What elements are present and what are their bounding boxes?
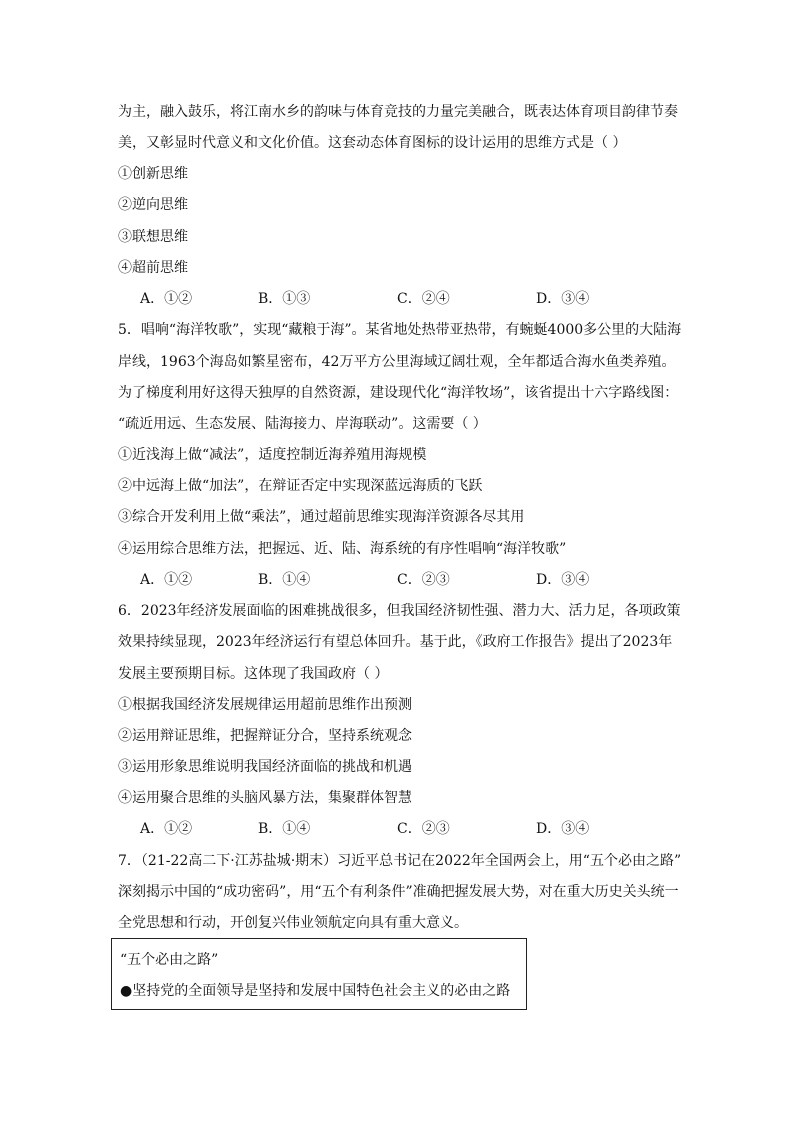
q5-option-a[interactable]: A．①② <box>140 572 193 588</box>
q6-option-d[interactable]: D．③④ <box>536 821 590 837</box>
q5-item-1: ①近浅海上做“减法”，适度控制近海养殖用海规模 <box>118 447 427 463</box>
q7-stem-line-2: 深刻揭示中国的“成功密码”，用“五个有利条件”准确把握发展大势，对在重大历史关头统一 <box>118 884 679 900</box>
q4-option-d[interactable]: D．③④ <box>536 291 590 307</box>
q4-item-3: ③联想思维 <box>118 229 188 245</box>
q6-item-2: ②运用辩证思维，把握辩证分合，坚持系统观念 <box>118 728 412 744</box>
q6-option-a[interactable]: A．①② <box>140 821 193 837</box>
q5-item-2: ②中远海上做“加法”，在辩证否定中实现深蓝远海质的飞跃 <box>118 478 483 494</box>
q6-option-b[interactable]: B．①④ <box>258 821 311 837</box>
q5-stem-line-2: 岸线，1963个海岛如繁星密布，42万平方公里海域辽阔壮观，全年都适合海水鱼类养殖。 <box>118 354 676 370</box>
q5-option-d[interactable]: D．③④ <box>536 572 590 588</box>
q4-option-a[interactable]: A．①② <box>140 291 193 307</box>
q4-option-b[interactable]: B．①③ <box>258 291 311 307</box>
q7-box-title: “五个必由之路” <box>120 952 219 968</box>
q7-stem-line-3: 全党思想和行动，开创复兴伟业领航定向具有重大意义。 <box>118 915 468 931</box>
q4-stem-line-1: 为主，融入鼓乐，将江南水乡的韵味与体育竞技的力量完美融合，既表达体育项目韵律节奏 <box>118 104 678 120</box>
q7-stem-line-1: 7．（21-22高二下·江苏盐城·期末）习近平总书记在2022年全国两会上，用“五个必由之路” <box>118 853 682 869</box>
q7-material-box <box>111 938 527 1010</box>
q6-stem-line-3: 发展主要预期目标。这体现了我国政府（ ） <box>118 666 389 682</box>
q4-item-2: ②逆向思维 <box>118 197 188 213</box>
q5-stem-line-1: 5．唱响“海洋牧歌”，实现“藏粮于海”。某省地处热带亚热带，有蜿蜒4000多公里的大陆海 <box>118 322 682 338</box>
q5-item-4: ④运用综合思维方法，把握远、近、陆、海系统的有序性唱响“海洋牧歌” <box>118 541 567 557</box>
q6-item-4: ④运用聚合思维的头脑风暴方法，集聚群体智慧 <box>118 790 412 806</box>
q6-stem-line-1: 6．2023年经济发展面临的困难挑战很多，但我国经济韧性强、潜力大、活力足，各项政策 <box>118 603 681 619</box>
q5-stem-line-3: 为了梯度利用好这得天独厚的自然资源，建设现代化“海洋牧场”，该省提出十六字路线图： <box>118 385 679 401</box>
q4-item-4: ④超前思维 <box>118 260 188 276</box>
q6-option-c[interactable]: C．②③ <box>397 821 450 837</box>
q4-stem-line-2: 美，又彰显时代意义和文化价值。这套动态体育图标的设计运用的思维方式是（ ） <box>118 135 627 151</box>
q5-option-b[interactable]: B．①④ <box>258 572 311 588</box>
q7-box-item-1: ●坚持党的全面领导是坚持和发展中国特色社会主义的必由之路 <box>120 983 511 999</box>
q5-item-3: ③综合开发利用上做“乘法”，通过超前思维实现海洋资源各尽其用 <box>118 509 525 525</box>
q4-option-c[interactable]: C．②④ <box>397 291 450 307</box>
q5-option-c[interactable]: C．②③ <box>397 572 450 588</box>
q6-item-1: ①根据我国经济发展规律运用超前思维作出预测 <box>118 697 412 713</box>
q4-item-1: ①创新思维 <box>118 166 188 182</box>
q6-item-3: ③运用形象思维说明我国经济面临的挑战和机遇 <box>118 759 412 775</box>
q6-stem-line-2: 效果持续显现，2023年经济运行有望总体回升。基于此，《政府工作报告》提出了2023年 <box>118 634 673 650</box>
q5-stem-line-4: “疏近用远、生态发展、陆海接力、岸海联动”。这需要（ ） <box>118 416 487 432</box>
